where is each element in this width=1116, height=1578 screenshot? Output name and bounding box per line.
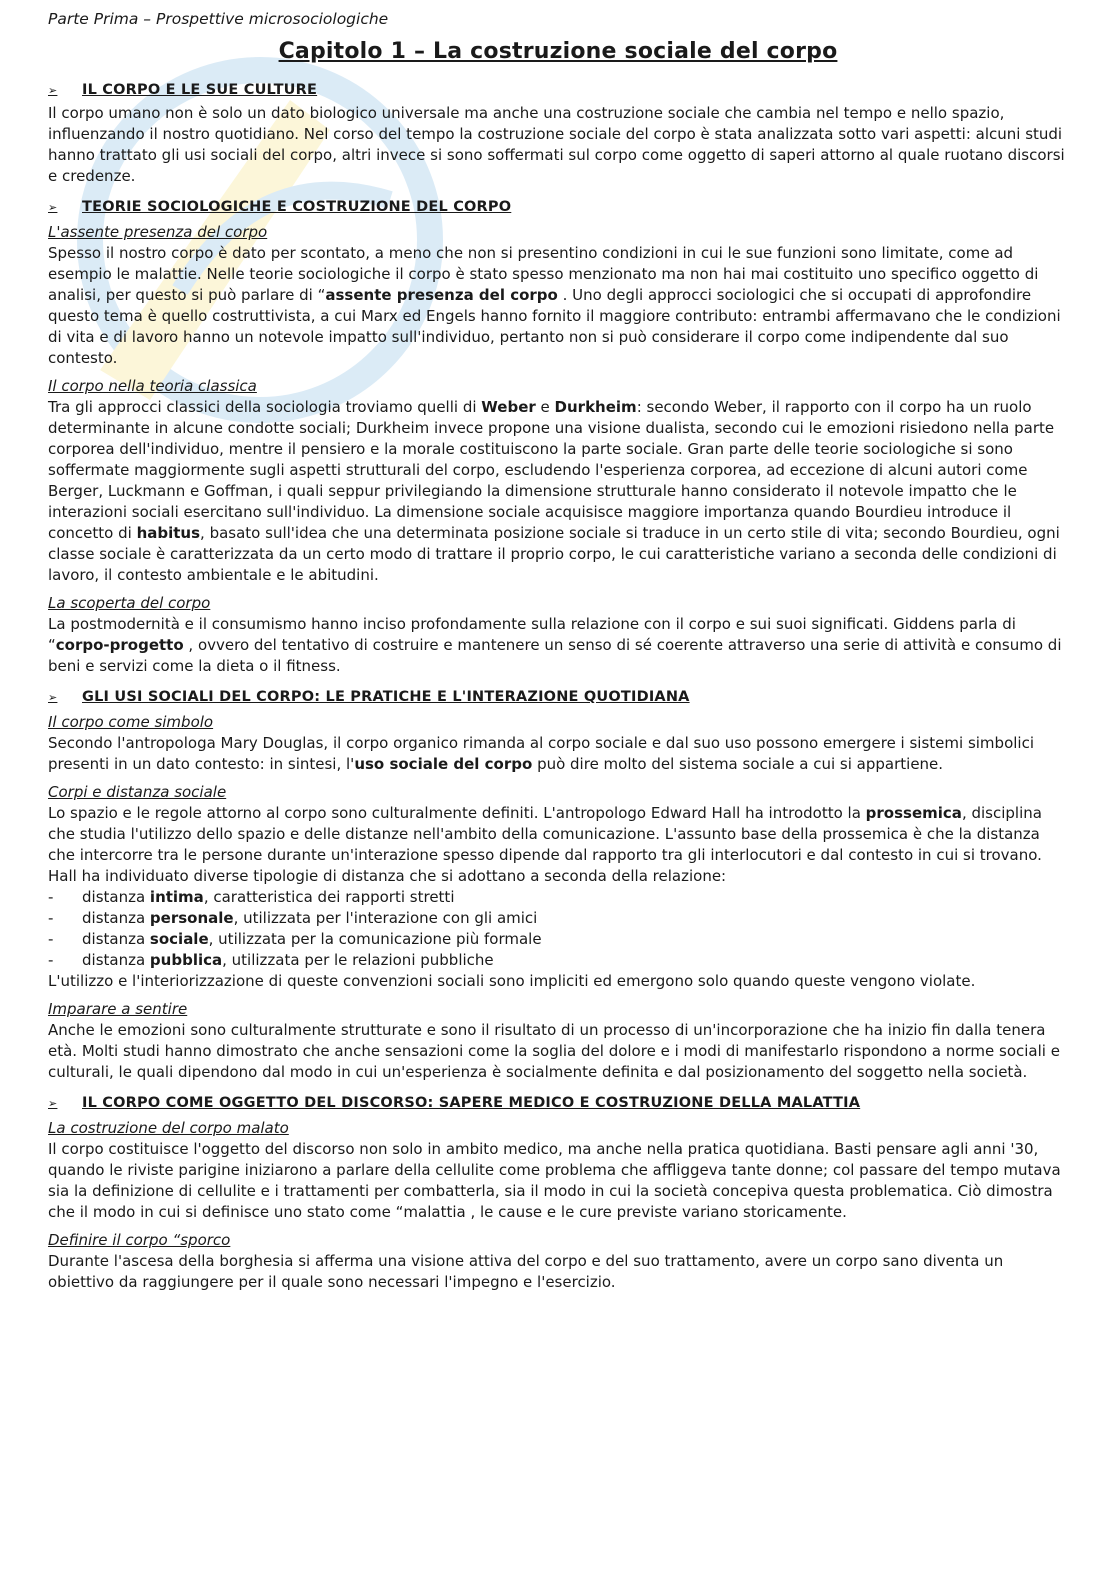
list-item: - distanza sociale, utilizzata per la comunicazione più formale [48, 930, 542, 948]
section-title: IL CORPO E LE SUE CULTURE [82, 82, 318, 98]
subheading: La scoperta del corpo [48, 594, 211, 612]
section-title: TEORIE SOCIOLOGICHE E COSTRUZIONE DEL CORPO [82, 199, 512, 215]
paragraph: Secondo l'antropologa Mary Douglas, il corpo organico rimanda al corpo sociale e dal suo uso possono emergere i sistemi simbolici presenti in un dato contesto: in sintesi, l'uso sociale del corpo può dire molto del sistema sociale a cui si appartiene. [48, 734, 1034, 773]
subheading: Corpi e distanza sociale [48, 783, 227, 801]
key-term: habitus [136, 524, 201, 542]
chapter-title: Capitolo 1 – La costruzione sociale del corpo [278, 39, 838, 64]
paragraph: Anche le emozioni sono culturalmente strutturate e sono il risultato di un processo di un'incorporazione che ha inizio fin dalla tenera età. Molti studi hanno dimostrato che anche sensazioni come la soglia del dolore e i modi di manifestarlo rispondono a norme sociali e culturali, le quali dipendono dal modo in cui un'esperienza è socialmente definita e dal posizionamento del soggetto nella società. [48, 1021, 1060, 1081]
key-term: Durkheim [554, 398, 637, 416]
document-page [48, 10, 1068, 1299]
section-heading [48, 689, 1068, 705]
running-head: Parte Prima – Prospettive microsociologiche [48, 10, 389, 28]
list-item: - distanza personale, utilizzata per l'interazione con gli amici [48, 909, 538, 927]
subheading: La costruzione del corpo malato [48, 1119, 289, 1137]
section-heading [48, 199, 1068, 215]
subheading: Il corpo come simbolo [48, 713, 214, 731]
subheading: Il corpo nella teoria classica [48, 377, 257, 395]
subheading: Imparare a sentire [48, 1000, 188, 1018]
arrow-bullet-icon: ➢ [48, 690, 58, 704]
list-item: - distanza intima, caratteristica dei rapporti stretti [48, 888, 455, 906]
arrow-bullet-icon: ➢ [48, 200, 58, 214]
section-heading [48, 82, 1068, 98]
subheading: Definire il corpo “sporco [48, 1231, 231, 1249]
key-term: uso sociale del corpo [354, 755, 533, 773]
arrow-bullet-icon: ➢ [48, 1096, 58, 1110]
section-heading [48, 1095, 1068, 1111]
paragraph: La postmodernità e il consumismo hanno inciso profondamente sulla relazione con il corpo e sui suoi significati. Giddens parla di “corpo-progetto , ovvero del tentativo di costruire e mantenere un senso di sé coerente attraverso una serie di attività e consumo di beni e servizi come la dieta o il fitness. [48, 615, 1062, 675]
key-term: assente presenza del corpo [325, 286, 558, 304]
paragraph: Lo spazio e le regole attorno al corpo sono culturalmente definiti. L'antropologo Edward Hall ha introdotto la prossemica, disciplina che studia l'utilizzo dello spazio e delle distanze nell'ambito della comunicazione. L'assunto base della prossemica è che la distanza che intercorre tra le persone durante un'interazione spesso dipende dal rapporto tra gli interlocutori e dal contesto in cui si trovano. Hall ha individuato diverse tipologie di distanza che si adottano a seconda della relazione: [48, 804, 1042, 885]
subheading: L'assente presenza del corpo [48, 223, 268, 241]
key-term: Weber [481, 398, 536, 416]
key-term: prossemica [865, 804, 962, 822]
arrow-bullet-icon: ➢ [48, 83, 58, 97]
paragraph: Il corpo umano non è solo un dato biologico universale ma anche una costruzione sociale che cambia nel tempo e nello spazio, influenzando il nostro quotidiano. Nel corso del tempo la costruzione sociale del corpo è stata analizzata sotto vari aspetti: alcuni studi hanno trattato gli usi sociali del corpo, altri invece si sono soffermati sul corpo come oggetto di saperi attorno al quale ruotano discorsi e credenze. [48, 104, 1065, 185]
section-title: GLI USI SOCIALI DEL CORPO: LE PRATICHE E L'INTERAZIONE QUOTIDIANA [82, 689, 690, 705]
list-item: - distanza pubblica, utilizzata per le relazioni pubbliche [48, 951, 494, 969]
distance-list [48, 887, 1068, 971]
paragraph: Tra gli approcci classici della sociologia troviamo quelli di Weber e Durkheim: secondo Weber, il rapporto con il corpo ha un ruolo determinante in alcune condotte sociali; Durkheim invece propone una visione dualista, secondo cui le emozioni risiedono nella parte corporea dell'individuo, mentre il pensiero e la morale costituiscono la parte sociale. Gran parte delle teorie sociologiche si sono soffermate maggiormente sugli aspetti strutturali del corpo, escludendo l'esperienza corporea, ad eccezione di alcuni autori come Berger, Luckmann e Goffman, i quali seppur privilegiando la dimensione strutturale hanno considerato il notevole impatto che le interazioni sociali esercitano sull'individuo. La dimensione sociale acquisisce maggiore importanza quando Bourdieu introduce il concetto di habitus, basato sull'idea che una determinata posizione sociale si traduce in un certo stile di vita; secondo Bourdieu, ogni classe sociale è caratterizzata da un certo modo di trattare il proprio corpo, le cui caratteristiche variano a seconda delle condizioni di lavoro, il contesto ambientale e le abitudini. [48, 398, 1060, 584]
section-title: IL CORPO COME OGGETTO DEL DISCORSO: SAPERE MEDICO E COSTRUZIONE DELLA MALATTIA [82, 1095, 861, 1111]
paragraph: Spesso il nostro corpo è dato per scontato, a meno che non si presentino condizioni in cui le sue funzioni sono limitate, come ad esempio le malattie. Nelle teorie sociologiche il corpo è stato spesso menzionato ma non hai mai costituito uno specifico oggetto di analisi, per questo si può parlare di “assente presenza del corpo . Uno degli approcci sociologici che si occupati di approfondire questo tema è quello costruttivista, a cui Marx ed Engels hanno fornito il maggiore contributo: entrambi affermavano che le condizioni di vita e di lavoro hanno un notevole impatto sull'individuo, pertanto non si può considerare il corpo come indipendente dal suo contesto. [48, 244, 1061, 367]
key-term: corpo-progetto [55, 636, 184, 654]
paragraph: L'utilizzo e l'interiorizzazione di queste convenzioni sociali sono impliciti ed emergono solo quando queste vengono violate. [48, 972, 976, 990]
paragraph: Durante l'ascesa della borghesia si afferma una visione attiva del corpo e del suo trattamento, avere un corpo sano diventa un obiettivo da raggiungere per il quale sono necessari l'impegno e l'esercizio. [48, 1252, 1004, 1291]
paragraph: Il corpo costituisce l'oggetto del discorso non solo in ambito medico, ma anche nella pratica quotidiana. Basti pensare agli anni '30, quando le riviste parigine iniziarono a parlare della cellulite come problema che affliggeva tante donne; col passare del tempo mutava sia la definizione di cellulite e i trattamenti per combatterla, sia il modo in cui la società concepiva questa problematica. Ciò dimostra che il modo in cui si definisce uno stato come “malattia , le cause e le cure previste variano storicamente. [48, 1140, 1061, 1221]
